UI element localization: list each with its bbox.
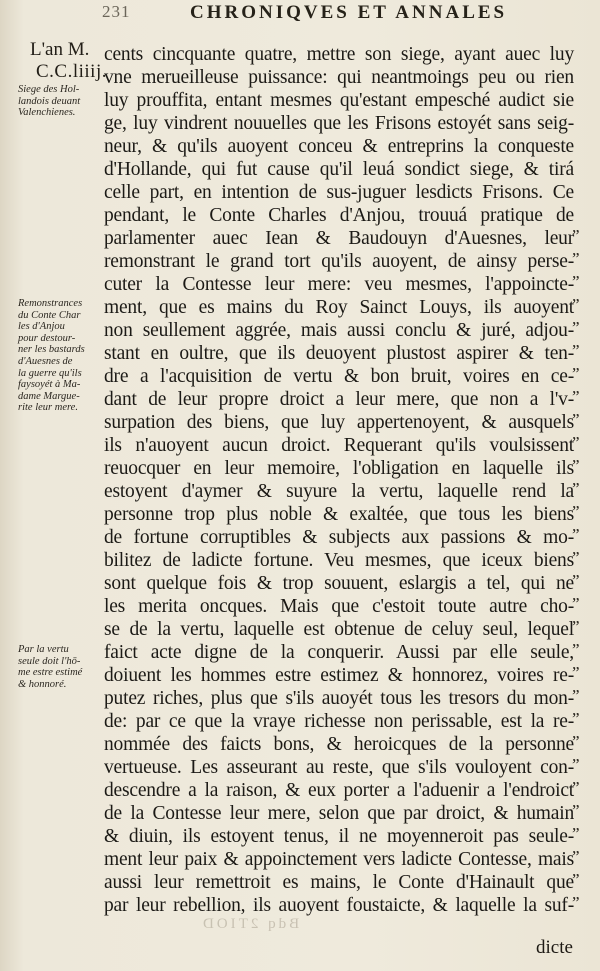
page-number: 231 [102,2,131,21]
bleed-through-text: Bdq 2TIOD [200,916,300,932]
body-line: dre a l'acquisition de vertu & bon bruit, voires en ce- [104,366,574,387]
margin-note-line: faysoyét à Ma- [18,379,81,391]
body-line: cents cincquante quatre, mettre son siege, ayant auec luy [104,44,574,65]
body-line: personne trop plus noble & exaltée, que tous les biens [104,504,574,525]
margin-year-line1: L'an M. [30,39,90,60]
margin-note-line: dame Margue- [18,390,80,402]
margin-note-line: du Conte Char [18,309,81,321]
body-line: non seullement aggrée, mais aussi conclu & juré, adjou- [104,320,574,341]
quote-mark: ” [572,295,580,314]
quote-mark: ” [572,318,580,337]
quote-mark: ” [572,502,580,521]
margin-note-line: Par la vertu [18,644,69,655]
body-line: doiuent les hommes estre estimez & honnorez, voires re- [104,665,574,686]
body-line: de fortune corruptibles & subjects aux passions & mo- [104,527,574,548]
body-line: & diuin, ils estoyent tenus, il ne moyenneroit pas seule- [104,826,574,847]
margin-note-vertu [18,644,102,690]
quote-mark: ” [572,640,580,659]
body-line: ment, que es mains du Roy Sainct Louys, ils auoyent [104,297,574,318]
body-line: nommée des faicts bons, & heroicques de la personne [104,734,574,755]
quote-mark: ” [572,548,580,567]
quote-mark: ” [572,410,580,429]
margin-note-line: Valenchienes. [18,107,76,119]
quote-mark: ” [572,364,580,383]
body-line: de la Contesse leur mere, selon que par droict, & humain [104,803,574,824]
quote-mark: ” [572,709,580,728]
body-line: aussi leur remettroit es mains, le Conte d'Hainault que [104,872,574,893]
margin-note-line: la guerre qu'ils [18,367,82,379]
quote-mark: ” [572,801,580,820]
margin-note-line: ner les bastards [18,344,85,356]
body-line: vertueuse. Les asseurant au reste, que s'ils vouloyent con- [104,757,574,778]
quote-mark: ” [572,433,580,452]
margin-note-line: d'Auesnes de [18,355,73,367]
body-line: faict acte digne de la conquerir. Aussi par elle seule, [104,642,574,663]
margin-note-line: Remonstrances [18,298,83,309]
body-line: cuter la Contesse leur mere: veu mesmes, l'appoincte- [104,274,574,295]
body-line: dant de leur propre droict a leur mere, que non a l'v- [104,389,574,410]
body-line: descendre a la raison, & eux porter a l'aduenir a l'endroict [104,780,574,801]
body-line: pendant, le Conte Charles d'Anjou, trouuá pratique de [104,205,574,226]
body-line: neur, & qu'ils auoyent conceu & entreprins la conqueste [104,136,574,157]
quote-mark: ” [572,272,580,291]
quote-mark: ” [572,824,580,843]
body-line: vne merueilleuse puissance: qui neantmoings peu ou rien [104,67,574,88]
body-line: ils n'auoyent aucun droict. Requerant qu'ils voulsissent [104,435,574,456]
body-line: estoyent d'aymer & suyure la vertu, laquelle rend la [104,481,574,502]
margin-note-remonstrances [18,298,102,414]
body-line: ment leur paix & appoinctement vers ladicte Contesse, mais [104,849,574,870]
body-line: surpation des biens, que luy appertenoyent, & ausquels [104,412,574,433]
body-line: par leur rebellion, ils auoyent foustaicte, & laquelle la suf- [104,895,574,916]
quote-mark: ” [572,387,580,406]
catchword: dicte [536,937,573,958]
margin-year-line2: C.C.liiij. [36,61,107,82]
quote-mark: ” [572,893,580,912]
margin-note-line: les d'Anjou [18,321,65,333]
running-head: CHRONIQVES ET ANNALES [190,2,508,23]
body-line: parlamenter auec Iean & Baudouyn d'Auesnes, leur [104,228,574,249]
body-line: bilitez de ladicte fortune. Veu mesmes, que iceux biens [104,550,574,571]
body-line: ge, luy vindrent nouuelles que les Frisons estoyét sans seig- [104,113,574,134]
quote-mark: ” [572,870,580,889]
quote-mark: ” [572,778,580,797]
quote-mark: ” [572,686,580,705]
body-line: luy prouffita, entant mesmes qu'estant empesché audict sie [104,90,574,111]
margin-note-line: landois deuant [18,95,81,107]
body-line: de: par ce que la vraye richesse non perissable, est la re- [104,711,574,732]
quote-mark: ” [572,456,580,475]
margin-note-line: & honnoré. [18,678,67,690]
quote-mark: ” [572,571,580,590]
quote-mark: ” [572,249,580,268]
quote-mark: ” [572,663,580,682]
margin-note-line: me estre estimé [18,667,83,679]
quote-mark: ” [572,479,580,498]
body-line: sont quelque fois & trop souuent, eslargis a tel, qui ne [104,573,574,594]
margin-note-line: Siege des Hol- [18,84,80,95]
body-line: celle part, en intention de sus-juguer lesdicts Frisons. Ce [104,182,574,203]
quote-mark: ” [572,732,580,751]
body-line: se de la vertu, laquelle est obtenue de celuy seul, lequel [104,619,574,640]
margin-note-siege [18,84,102,119]
body-line: les merita oncques. Mais que c'estoit toute autre cho- [104,596,574,617]
body-line: stant en oultre, que ils deuoyent plustost aspirer & ten- [104,343,574,364]
margin-note-line: rite leur mere. [18,402,78,414]
quote-mark: ” [572,226,580,245]
body-line: d'Hollande, qui fut cause qu'il leuá sondict siege, & tirá [104,159,574,180]
quote-mark: ” [572,755,580,774]
quote-mark: ” [572,341,580,360]
body-line: putez riches, plus que s'ils auoyét tous les tresors du mon- [104,688,574,709]
margin-note-line: pour destour- [18,332,76,344]
body-line: remonstrant le grand tort qu'ils auoyent, de ainsy perse- [104,251,574,272]
quote-mark: ” [572,594,580,613]
margin-note-line: seule doit l'hō- [18,655,81,667]
quote-mark: ” [572,617,580,636]
quote-mark: ” [572,847,580,866]
body-line: reuocquer en leur memoire, l'obligation en laquelle ils [104,458,574,479]
quote-mark: ” [572,525,580,544]
